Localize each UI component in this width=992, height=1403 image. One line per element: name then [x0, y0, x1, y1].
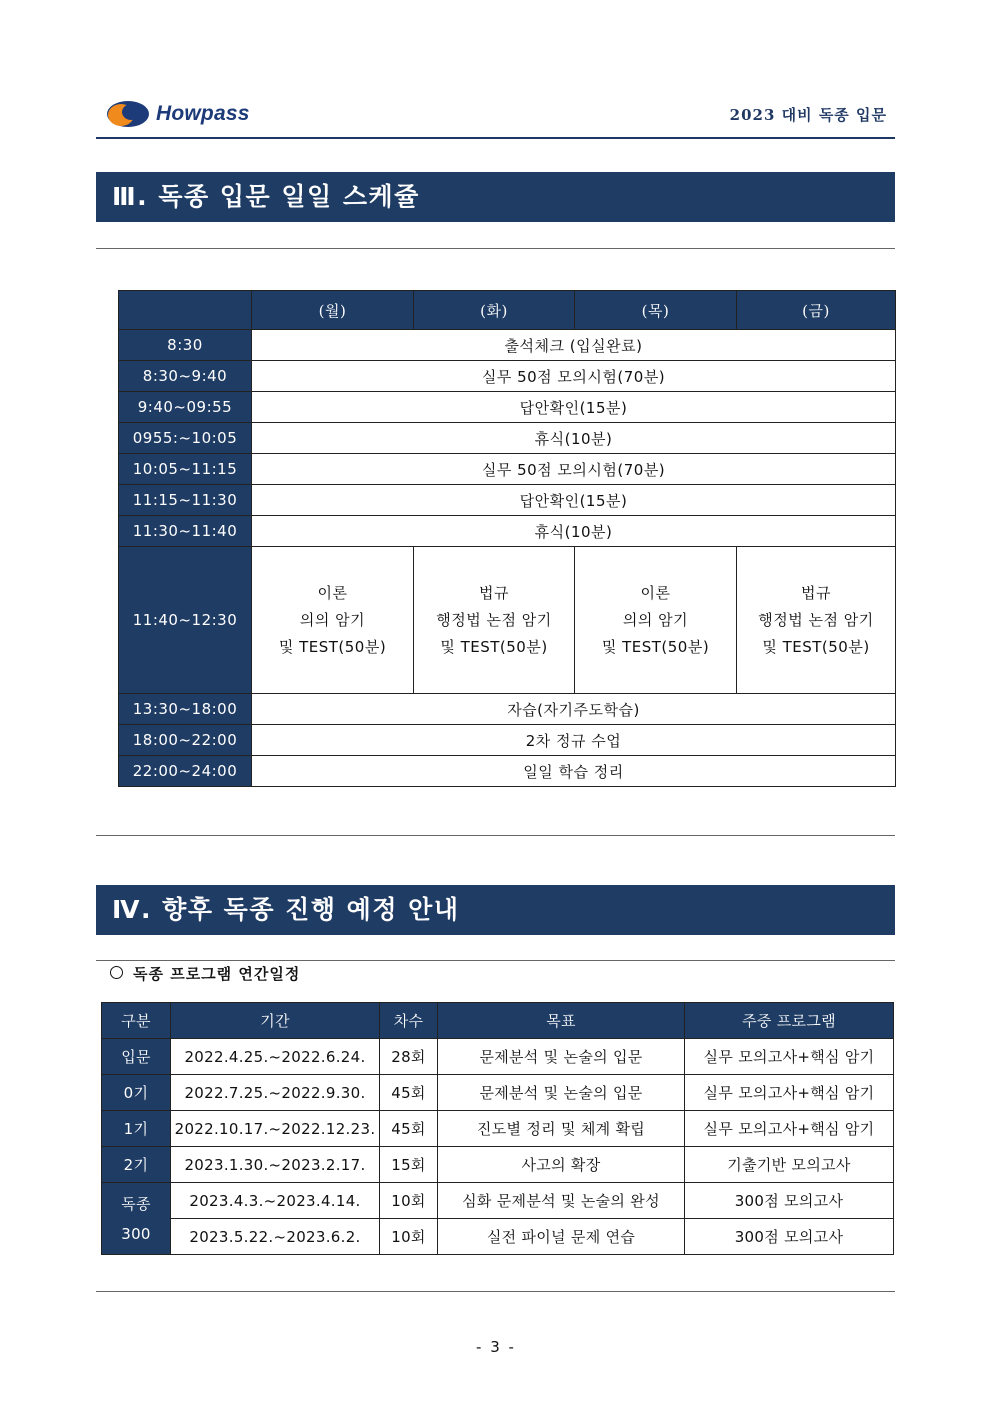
- study-topic: 행정법 논점 암기: [758, 610, 874, 629]
- schedule-header-row: [119, 291, 896, 330]
- column-header: 목표: [438, 1003, 685, 1039]
- day-header: (금): [737, 291, 896, 330]
- column-header: 구분: [102, 1003, 171, 1039]
- study-cell: [575, 547, 737, 694]
- divider: [96, 835, 895, 836]
- program-period: 2022.4.25.~2022.6.24.: [171, 1039, 380, 1075]
- activity-cell: 2차 정규 수업: [252, 725, 896, 756]
- program-row: [102, 1075, 894, 1111]
- study-test: 및 TEST(50분): [601, 637, 710, 656]
- time-cell: 9:40~09:55: [119, 392, 252, 423]
- section-4-title: Ⅳ. 향후 독종 진행 예정 안내: [96, 885, 895, 935]
- logo-text: Howpass: [156, 102, 250, 125]
- schedule-row: [119, 392, 896, 423]
- divider: [96, 1291, 895, 1292]
- program-goal: 심화 문제분석 및 논술의 완성: [438, 1183, 685, 1219]
- study-subject: 법규: [801, 583, 831, 602]
- study-subject: 이론: [640, 583, 671, 602]
- schedule-row: [119, 330, 896, 361]
- activity-cell: 답안확인(15분): [252, 392, 896, 423]
- program-row: [102, 1219, 894, 1255]
- program-schedule-table: [101, 1002, 894, 1255]
- study-cell: [252, 547, 414, 694]
- page-number: - 3 -: [476, 1338, 516, 1356]
- program-row: [102, 1147, 894, 1183]
- program-weekday: 300점 모의고사: [685, 1219, 894, 1255]
- schedule-row: [119, 485, 896, 516]
- program-count: 10회: [380, 1183, 438, 1219]
- corner-cell: [119, 291, 252, 330]
- schedule-row: [119, 694, 896, 725]
- study-test: 및 TEST(50분): [440, 637, 548, 656]
- program-weekday: 실무 모의고사+핵심 암기: [685, 1111, 894, 1147]
- program-weekday: 실무 모의고사+핵심 암기: [685, 1075, 894, 1111]
- day-header: (월): [252, 291, 414, 330]
- program-header-row: [102, 1003, 894, 1039]
- program-label: 2기: [102, 1147, 171, 1183]
- program-weekday: 300점 모의고사: [685, 1183, 894, 1219]
- activity-cell: 실무 50점 모의시험(70분): [252, 454, 896, 485]
- program-count: 45회: [380, 1111, 438, 1147]
- study-subject: 법규: [479, 583, 509, 602]
- subheading: [110, 963, 300, 984]
- schedule-row: [119, 454, 896, 485]
- activity-cell: 답안확인(15분): [252, 485, 896, 516]
- circle-bullet-icon: [110, 966, 123, 979]
- study-test: 및 TEST(50분): [762, 637, 870, 656]
- study-topic: 의의 암기: [299, 610, 366, 629]
- subheading-text: 독종 프로그램 연간일정: [133, 965, 301, 983]
- program-period: 2023.1.30.~2023.2.17.: [171, 1147, 380, 1183]
- program-weekday: 기출기반 모의고사: [685, 1147, 894, 1183]
- program-goal: 문제분석 및 논술의 입문: [438, 1039, 685, 1075]
- section-3-title: Ⅲ. 독종 입문 일일 스케쥴: [96, 172, 895, 222]
- program-label: 1기: [102, 1111, 171, 1147]
- schedule-row: [119, 423, 896, 454]
- program-count: 10회: [380, 1219, 438, 1255]
- study-topic: 행정법 논점 암기: [436, 610, 552, 629]
- time-cell: 10:05~11:15: [119, 454, 252, 485]
- activity-cell: 일일 학습 정리: [252, 756, 896, 787]
- daily-schedule-table: [118, 290, 896, 787]
- activity-cell: 휴식(10분): [252, 423, 896, 454]
- column-header: 기간: [171, 1003, 380, 1039]
- program-label-group: [102, 1183, 171, 1255]
- study-cell: [737, 547, 896, 694]
- program-period: 2023.4.3.~2023.4.14.: [171, 1183, 380, 1219]
- program-row: [102, 1183, 894, 1219]
- program-period: 2022.7.25.~2022.9.30.: [171, 1075, 380, 1111]
- time-cell: 11:15~11:30: [119, 485, 252, 516]
- program-row: [102, 1039, 894, 1075]
- program-count: 15회: [380, 1147, 438, 1183]
- logo-mark-icon: [106, 100, 152, 128]
- time-cell: 8:30~9:40: [119, 361, 252, 392]
- time-cell: 11:40~12:30: [119, 547, 252, 694]
- program-label: 0기: [102, 1075, 171, 1111]
- program-weekday: 실무 모의고사+핵심 암기: [685, 1039, 894, 1075]
- activity-cell: 휴식(10분): [252, 516, 896, 547]
- study-cell: [414, 547, 575, 694]
- program-period: 2023.5.22.~2023.6.2.: [171, 1219, 380, 1255]
- program-count: 28회: [380, 1039, 438, 1075]
- time-cell: 8:30: [119, 330, 252, 361]
- time-cell: 11:30~11:40: [119, 516, 252, 547]
- schedule-row: [119, 516, 896, 547]
- program-label-line: 독종: [121, 1194, 151, 1213]
- study-test: 및 TEST(50분): [278, 637, 387, 656]
- activity-cell: 자습(자기주도학습): [252, 694, 896, 725]
- howpass-logo: [106, 98, 286, 132]
- study-topic: 의의 암기: [622, 610, 689, 629]
- time-cell: 13:30~18:00: [119, 694, 252, 725]
- program-goal: 사고의 확장: [438, 1147, 685, 1183]
- program-count: 45회: [380, 1075, 438, 1111]
- schedule-row: [119, 361, 896, 392]
- schedule-row: [119, 725, 896, 756]
- study-subject: 이론: [317, 583, 348, 602]
- program-label: 입문: [102, 1039, 171, 1075]
- header-divider: [96, 137, 895, 139]
- time-cell: 0955:~10:05: [119, 423, 252, 454]
- schedule-row: [119, 756, 896, 787]
- program-goal: 문제분석 및 논술의 입문: [438, 1075, 685, 1111]
- column-header: 주중 프로그램: [685, 1003, 894, 1039]
- divider: [96, 960, 895, 961]
- schedule-split-row: [119, 547, 896, 694]
- program-label-line: 300: [121, 1224, 151, 1243]
- program-goal: 진도별 정리 및 체계 확립: [438, 1111, 685, 1147]
- time-cell: 22:00~24:00: [119, 756, 252, 787]
- divider: [96, 248, 895, 249]
- column-header: 차수: [380, 1003, 438, 1039]
- program-goal: 실전 파이널 문제 연습: [438, 1219, 685, 1255]
- activity-cell: 출석체크 (입실완료): [252, 330, 896, 361]
- program-row: [102, 1111, 894, 1147]
- day-header: (화): [414, 291, 575, 330]
- document-title: 2023 대비 독종 입문: [729, 106, 887, 124]
- program-period: 2022.10.17.~2022.12.23.: [171, 1111, 380, 1147]
- time-cell: 18:00~22:00: [119, 725, 252, 756]
- day-header: (목): [575, 291, 737, 330]
- activity-cell: 실무 50점 모의시험(70분): [252, 361, 896, 392]
